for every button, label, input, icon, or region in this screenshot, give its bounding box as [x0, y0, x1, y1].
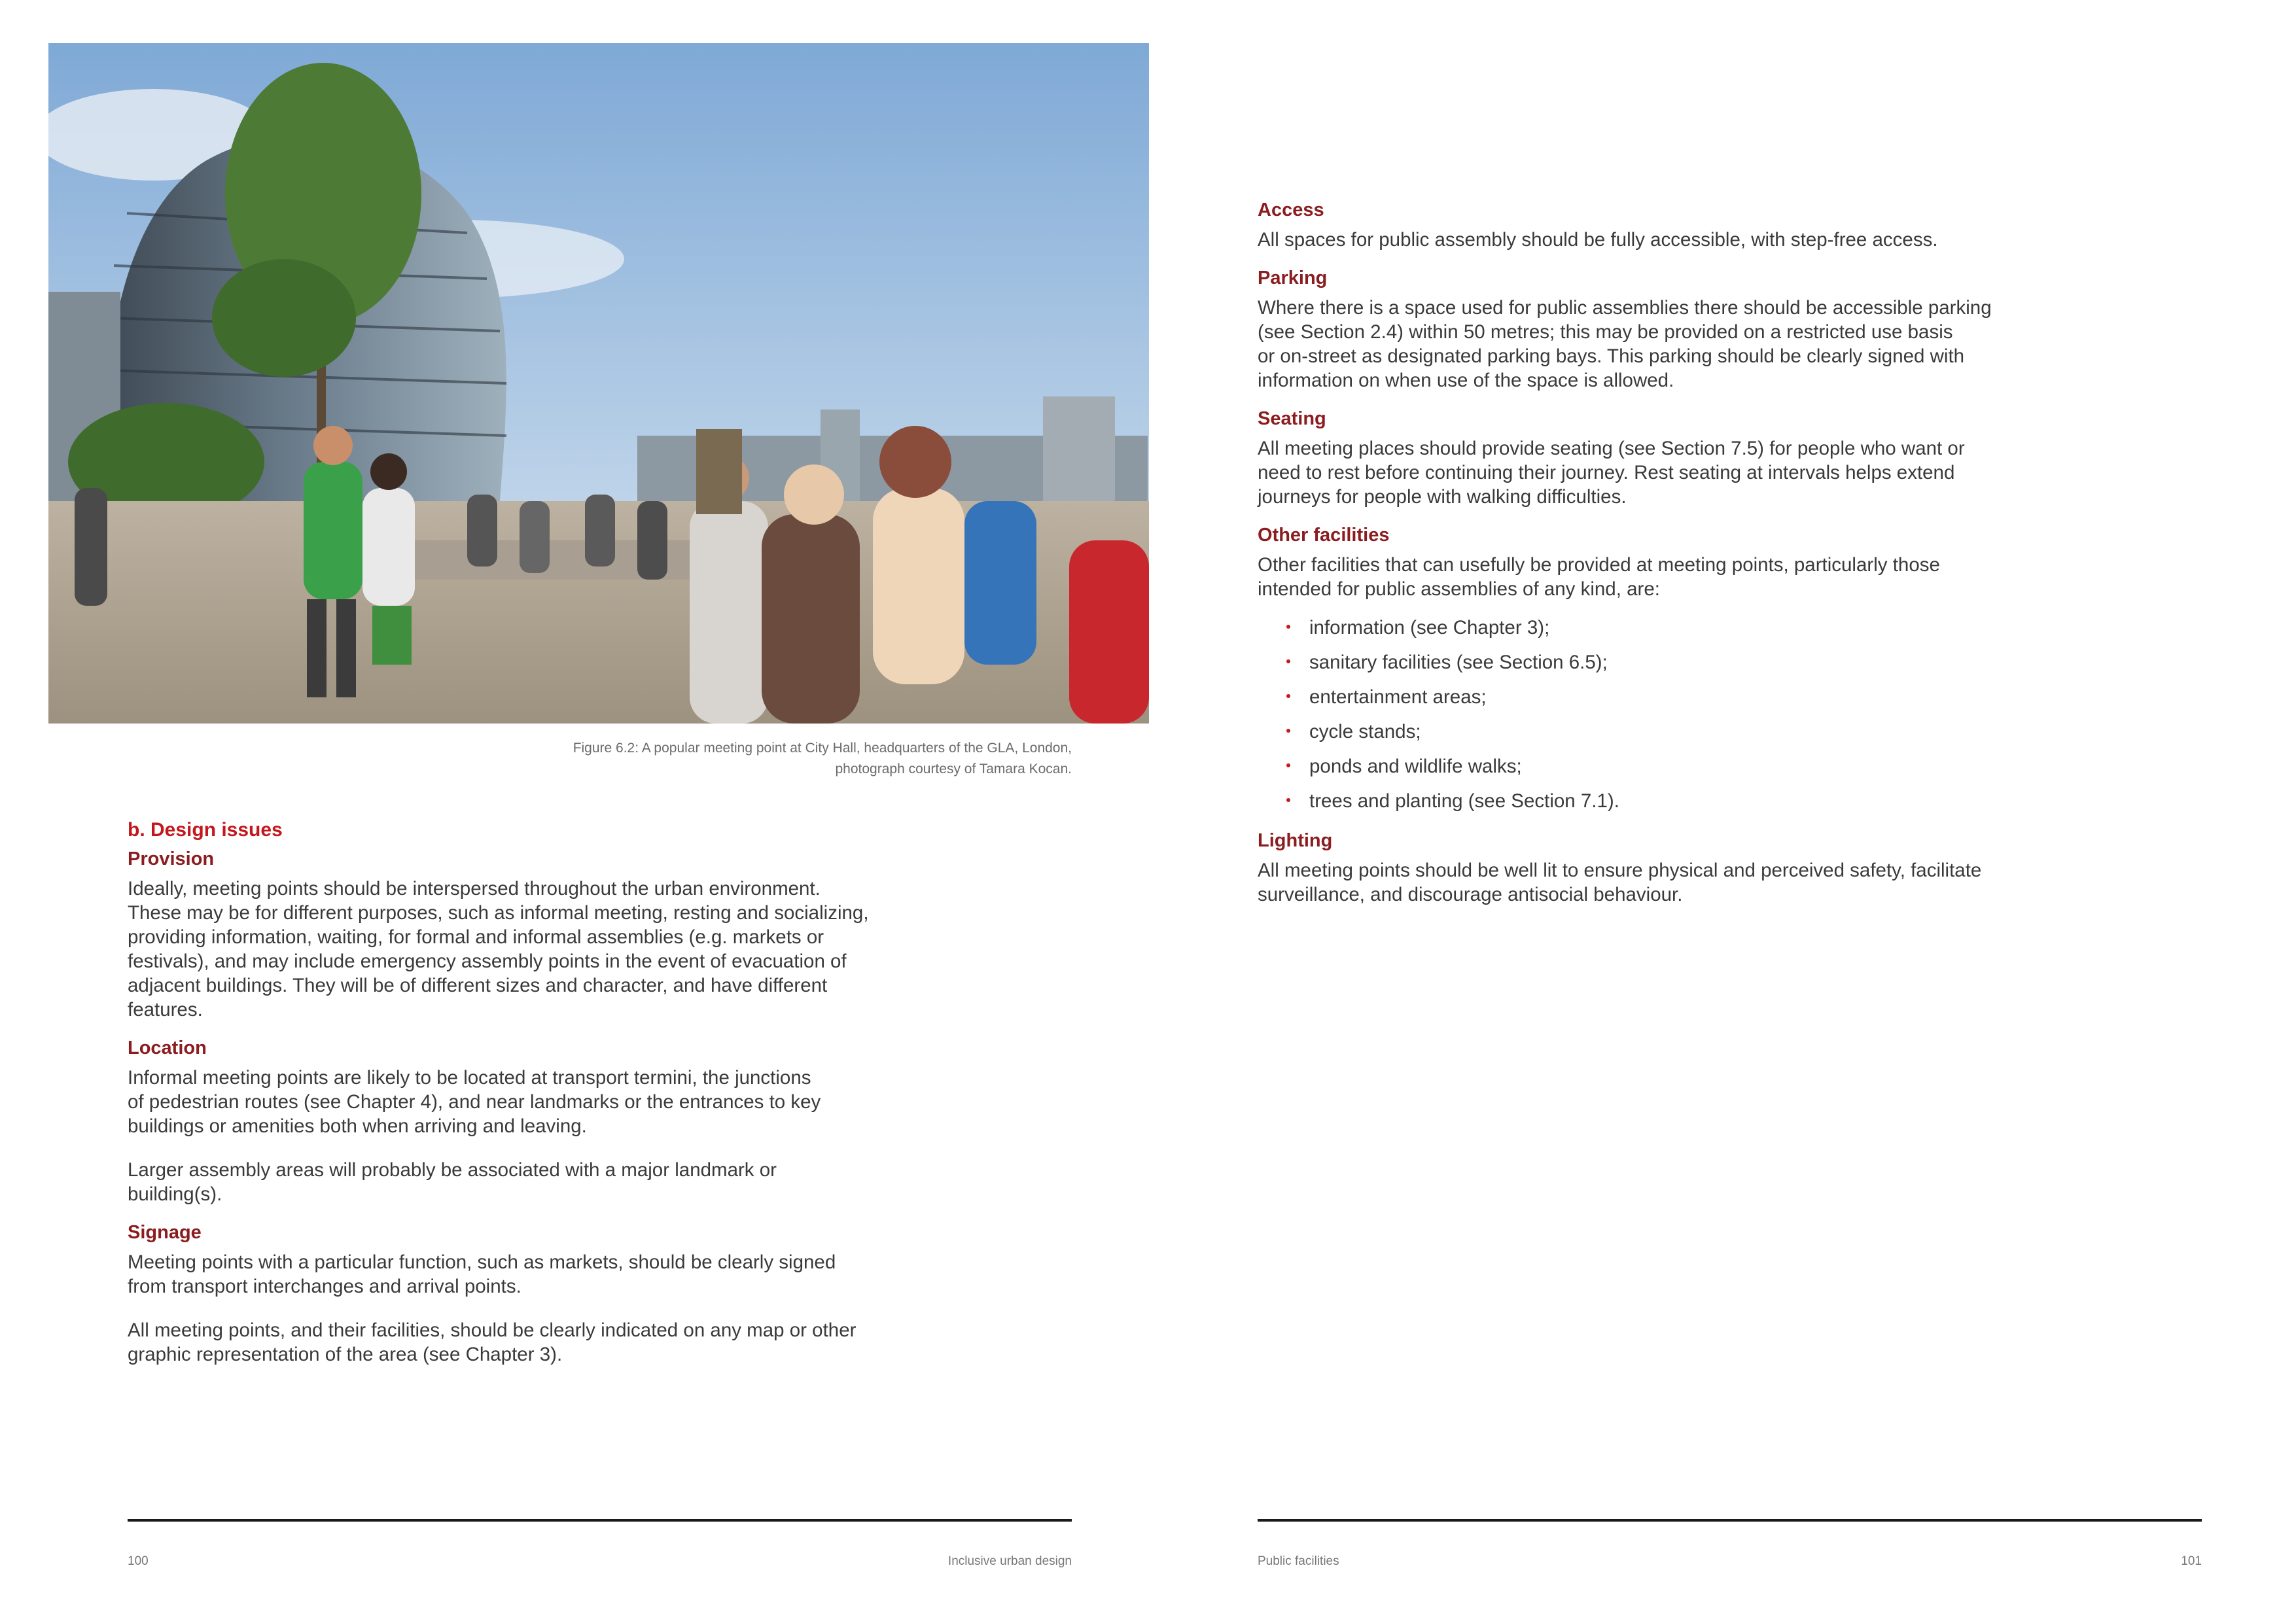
signage-line: graphic representation of the area (see Chapter 3).: [128, 1344, 563, 1365]
location-line: Larger assembly areas will probably be associated with a major landmark or: [128, 1159, 777, 1181]
location-line: of pedestrian routes (see Chapter 4), and near landmarks or the entrances to key: [128, 1091, 821, 1113]
footer-title-left: Inclusive urban design: [947, 1554, 1072, 1568]
seating-heading: Seating: [1258, 408, 1326, 429]
list-item: [1258, 720, 2095, 754]
other-facilities-line: Other facilities that can usefully be provided at meeting points, particularly those: [1258, 554, 1940, 576]
location-line: building(s).: [128, 1183, 222, 1205]
list-item: [1258, 789, 2095, 824]
figure-caption-line-2: photograph courtesy of Tamara Kocan.: [835, 761, 1072, 777]
provision-line: Ideally, meeting points should be interspersed throughout the urban environment.: [128, 878, 821, 899]
list-item-text: cycle stands;: [1309, 721, 1421, 742]
provision-paragraph: [128, 877, 952, 1022]
seating-line: journeys for people with walking difficulties.: [1258, 486, 1627, 508]
lighting-line: surveillance, and discourage antisocial behaviour.: [1258, 884, 1683, 905]
footer-rule-left: [128, 1519, 1072, 1522]
other-facilities-paragraph: [1258, 553, 2095, 601]
footer-rule-right: [1258, 1519, 2202, 1522]
provision-line: These may be for different purposes, such as informal meeting, resting and socializing,: [128, 902, 869, 924]
provision-heading: Provision: [128, 848, 215, 869]
other-facilities-line: intended for public assemblies of any kind, are:: [1258, 578, 1660, 600]
location-paragraph-1: [128, 1066, 952, 1138]
left-page-body: [128, 818, 952, 1367]
bullet-dot-icon: [1286, 694, 1290, 698]
list-item-text: information (see Chapter 3);: [1309, 617, 1550, 638]
figure-caption-line-1: Figure 6.2: A popular meeting point at City Hall, headquarters of the GLA, London,: [573, 741, 1072, 756]
list-item-text: ponds and wildlife walks;: [1309, 756, 1522, 777]
bullet-dot-icon: [1286, 659, 1290, 663]
section-label: b. Design issues: [128, 819, 283, 841]
signage-paragraph-2: [128, 1318, 952, 1367]
signage-line: All meeting points, and their facilities, should be clearly indicated on any map or other: [128, 1319, 857, 1341]
bullet-dot-icon: [1286, 763, 1290, 767]
provision-line: features.: [128, 999, 203, 1021]
list-item-text: sanitary facilities (see Section 6.5);: [1309, 652, 1608, 673]
list-item: [1258, 616, 2095, 650]
right-page-body: [1258, 198, 2095, 907]
list-item-text: entertainment areas;: [1309, 686, 1487, 708]
bullet-dot-icon: [1286, 729, 1290, 733]
location-heading: Location: [128, 1038, 207, 1058]
parking-line: (see Section 2.4) within 50 metres; this may be provided on a restricted use basis: [1258, 321, 1953, 343]
facilities-list: [1258, 616, 2095, 824]
parking-heading: Parking: [1258, 268, 1328, 288]
location-paragraph-2: [128, 1158, 952, 1206]
page-number-left: 100: [128, 1554, 149, 1568]
parking-paragraph: [1258, 296, 2095, 393]
parking-line: or on-street as designated parking bays. This parking should be clearly signed with: [1258, 345, 1965, 367]
signage-paragraph-1: [128, 1250, 952, 1299]
city-hall-photo: [48, 43, 1149, 724]
bullet-dot-icon: [1286, 798, 1290, 802]
list-item: [1258, 754, 2095, 789]
access-heading: Access: [1258, 200, 1324, 220]
lighting-heading: Lighting: [1258, 830, 1333, 851]
provision-line: adjacent buildings. They will be of different sizes and character, and have different: [128, 975, 828, 996]
provision-line: festivals), and may include emergency assembly points in the event of evacuation of: [128, 951, 847, 972]
list-item: [1258, 685, 2095, 720]
access-paragraph: [1258, 228, 2095, 252]
lighting-paragraph: [1258, 858, 2095, 907]
parking-line: information on when use of the space is allowed.: [1258, 370, 1674, 391]
signage-line: from transport interchanges and arrival points.: [128, 1276, 521, 1297]
seating-line: need to rest before continuing their journey. Rest seating at intervals helps extend: [1258, 462, 1955, 483]
signage-heading: Signage: [128, 1222, 202, 1243]
list-item-text: trees and planting (see Section 7.1).: [1309, 790, 1619, 812]
page-number-right: 101: [2181, 1554, 2202, 1568]
access-line: All spaces for public assembly should be fully accessible, with step-free access.: [1258, 229, 1938, 251]
seating-line: All meeting places should provide seating (see Section 7.5) for people who want or: [1258, 438, 1965, 459]
location-line: buildings or amenities both when arriving and leaving.: [128, 1115, 587, 1137]
seating-paragraph: [1258, 436, 2095, 509]
other-facilities-heading: Other facilities: [1258, 525, 1390, 546]
provision-line: providing information, waiting, for formal and informal assemblies (e.g. markets or: [128, 926, 824, 948]
photo-illustration: [48, 43, 1149, 724]
lighting-line: All meeting points should be well lit to ensure physical and perceived safety, facilitate: [1258, 860, 1982, 881]
location-line: Informal meeting points are likely to be located at transport termini, the junctions: [128, 1067, 811, 1089]
parking-line: Where there is a space used for public assemblies there should be accessible parking: [1258, 297, 1992, 319]
figure-caption: [458, 738, 1072, 780]
footer-title-right: Public facilities: [1258, 1554, 1339, 1568]
signage-line: Meeting points with a particular function, such as markets, should be clearly signed: [128, 1251, 836, 1273]
list-item: [1258, 650, 2095, 685]
bullet-dot-icon: [1286, 625, 1290, 629]
